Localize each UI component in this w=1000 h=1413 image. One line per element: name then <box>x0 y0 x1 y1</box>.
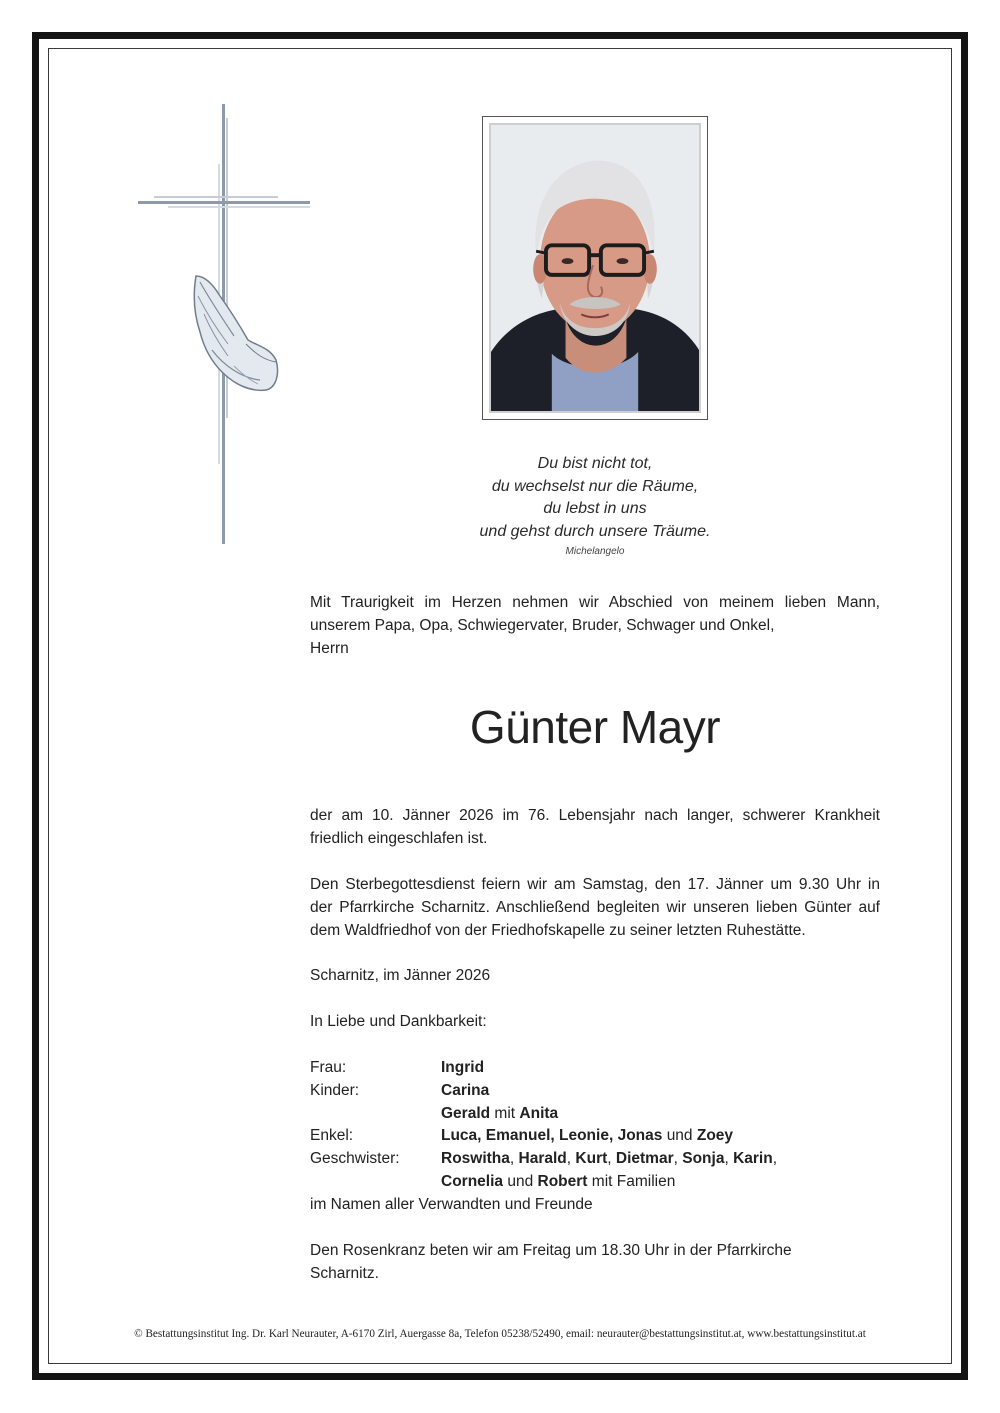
family-member-name: Cornelia <box>441 1172 504 1190</box>
intro-line: unserem Papa, Opa, Schwiegervater, Bruder, Schwager und Onkel, <box>310 616 775 634</box>
funeral-paragraph <box>310 874 880 942</box>
family-connector: mit <box>494 1104 516 1122</box>
rosary-line: Den Rosenkranz beten wir am Freitag um 18.30 Uhr in der Pfarrkirche <box>310 1242 792 1259</box>
family-label: Enkel: <box>310 1127 354 1145</box>
quote-line: du wechselst nur die Räume, <box>491 477 699 495</box>
family-member-name: Karin <box>733 1150 773 1168</box>
family-member-name: Sonja <box>682 1150 725 1168</box>
family-connector: und <box>666 1127 693 1145</box>
family-row-kinder <box>310 1080 890 1103</box>
family-row-kinder-2 <box>310 1103 890 1126</box>
place-date: Scharnitz, im Jänner 2026 <box>310 967 491 984</box>
rosary-line: Scharnitz. <box>310 1264 379 1282</box>
relatives-line: im Namen aller Verwandten und Freunde <box>310 1195 593 1213</box>
intro-paragraph <box>310 592 880 660</box>
family-row-geschwister: Geschwister: Roswitha, Harald, Kurt, Dietmar, Sonja, Karin, <box>310 1148 890 1171</box>
memorial-quote <box>440 453 750 543</box>
family-row-frau <box>310 1057 890 1080</box>
family-label: Geschwister: <box>310 1150 400 1168</box>
family-member-name: Zoey <box>696 1127 734 1145</box>
closing-line: In Liebe und Dankbarkeit: <box>310 1013 487 1030</box>
funeral-line: Den Sterbegottesdienst feiern wir am Samstag, den 17. Jänner um 9.30 Uhr in <box>310 876 880 893</box>
funeral-line: dem Waldfriedhof von der Friedhofskapelle zu seiner letzten Ruhestätte. <box>310 921 806 939</box>
family-label: Frau: <box>310 1059 347 1076</box>
intro-line: Mit Traurigkeit im Herzen nehmen wir Abschied von meinem lieben Mann, <box>310 594 880 611</box>
quote-line: und gehst durch unsere Träume. <box>479 522 711 540</box>
portrait-photo <box>489 123 701 413</box>
quote-author: Michelangelo <box>565 546 625 557</box>
quote-line: du lebst in uns <box>543 500 647 517</box>
family-member-name: Roswitha <box>441 1150 510 1168</box>
rosary-paragraph <box>310 1240 880 1286</box>
deceased-name: Günter Mayr <box>469 701 721 753</box>
family-connector: mit Familien <box>591 1172 676 1190</box>
family-member-name: Harald <box>518 1150 567 1168</box>
portrait-photo-frame <box>482 116 708 420</box>
funeral-line: der Pfarrkirche Scharnitz. Anschließend begleiten wir unseren lieben Günter auf <box>310 898 880 916</box>
quote-line: Du bist nicht tot, <box>537 455 653 472</box>
family-member-name: Dietmar <box>615 1150 674 1168</box>
family-label: Kinder: <box>310 1081 360 1099</box>
cross-with-praying-hands-icon <box>138 104 310 546</box>
family-member-name: Anita <box>519 1104 559 1122</box>
death-notice-paragraph <box>310 805 880 851</box>
family-member-name: Kurt <box>575 1150 608 1168</box>
funeral-home-footer: © Bestattungsinstitut Ing. Dr. Karl Neurauter, A-6170 Zirl, Auergasse 8a, Telefon 05238/52490, email: neurauter@bestattungsinstitut.at, www.bestattungsinstitut.at <box>134 1328 866 1340</box>
family-member-names: Luca, Emanuel, Leonie, Jonas <box>441 1127 663 1145</box>
death-notice-line: der am 10. Jänner 2026 im 76. Lebensjahr nach langer, schwerer Krankheit <box>310 807 880 824</box>
death-notice-line: friedlich eingeschlafen ist. <box>310 829 488 847</box>
family-member-name: Carina <box>441 1081 490 1099</box>
family-member-name: Ingrid <box>441 1059 485 1076</box>
family-row-geschwister-2 <box>310 1171 890 1194</box>
intro-line: Herrn <box>310 639 349 657</box>
family-list <box>310 1057 890 1217</box>
family-member-name: Gerald <box>441 1104 491 1122</box>
family-row-enkel <box>310 1125 890 1148</box>
family-member-name: Robert <box>537 1172 588 1190</box>
family-connector: und <box>507 1172 534 1190</box>
